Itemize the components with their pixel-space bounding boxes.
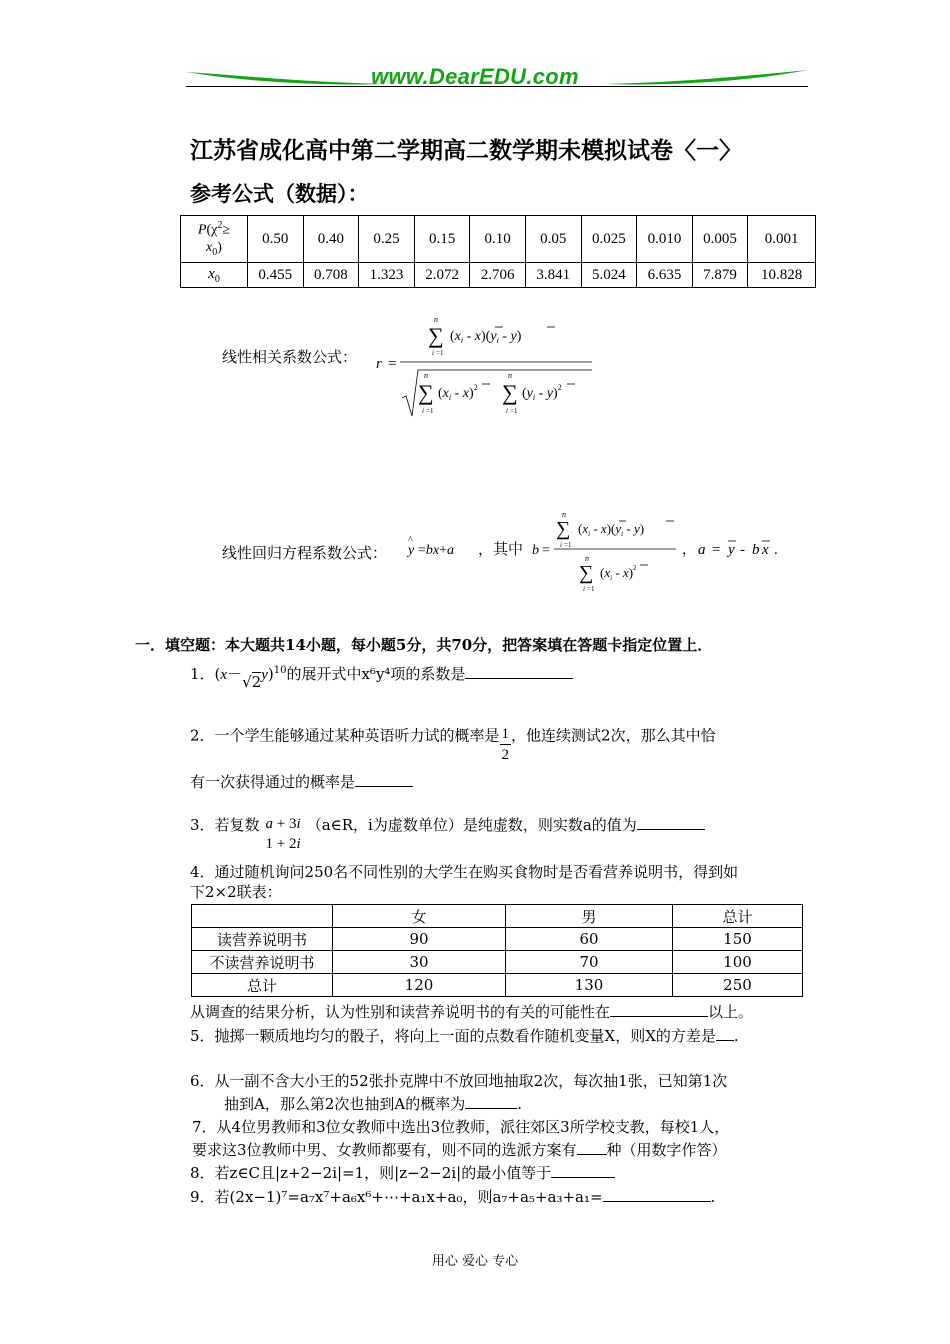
svg-text:(xi - x)(yi - y): $(x_i - x)(y_i - y)$	[450, 329, 522, 345]
question-1-text: 的展开式中x⁶y⁴项的系数是	[286, 665, 466, 683]
p-value-cell: 0.10	[470, 216, 526, 263]
svg-text:b: b	[532, 543, 539, 558]
table-cell: 读营养说明书	[192, 928, 333, 951]
question-4-line-1: 4．通过随机询问250名不同性别的大学生在购买食物时是否看营养说明书，得到如	[190, 863, 739, 881]
svg-text:，: ，	[682, 543, 696, 558]
table-cell: 不读营养说明书	[192, 951, 333, 974]
svg-text:i: i	[583, 585, 585, 593]
svg-text:=1: =1	[436, 349, 444, 357]
header-rule	[186, 86, 808, 87]
p-value-cell: 0.025	[581, 216, 637, 263]
question-2-text-a: 2．一个学生能够通过某种英语听力试的概率是	[190, 726, 500, 745]
table-header: 男	[506, 905, 673, 928]
svg-text:i: i	[560, 541, 562, 549]
table-cell: 90	[333, 928, 506, 951]
x-value-cell: 6.635	[637, 263, 693, 288]
correlation-formula	[372, 310, 602, 420]
svg-text:r: r	[376, 356, 382, 372]
svg-text:(xi - x)(yi - y): $(x_i - x)(y_i - y)$	[578, 521, 645, 538]
chi-square-table	[180, 215, 816, 288]
p-value-cell: 0.50	[248, 216, 304, 263]
question-7-text-c: 种（用数字作答）	[606, 1141, 727, 1159]
p-value-cell: 0.15	[414, 216, 470, 263]
question-2-text-c: 有一次获得通过的概率是	[190, 773, 356, 791]
x-value-cell: 2.072	[414, 263, 470, 288]
p-value-cell: 0.005	[692, 216, 748, 263]
svg-text:y: y	[728, 542, 735, 558]
p-value-cell: 0.25	[359, 216, 415, 263]
footer-slogan: 用心 爱心 专心	[431, 1254, 519, 1269]
p-value-cell: 0.05	[525, 216, 581, 263]
svg-text:i: i	[432, 349, 434, 357]
svg-text:=1: =1	[564, 541, 572, 549]
svg-text:.: .	[774, 542, 778, 558]
question-9-text: 9．若(2x−1)⁷=a₇x⁷+a₆x⁶+⋯+a₁x+a₀，则a₇+a₅+a₃+a₁=	[190, 1188, 603, 1206]
page-title: 江苏省成化高中第二学期高二数学期未模拟试卷〈一〉	[190, 137, 742, 164]
question-7-text-b: 要求这3位教师中男、女教师都要有，则不同的选派方案有	[192, 1141, 577, 1159]
regression-formula	[404, 505, 794, 595]
p-value-cell: 0.001	[748, 216, 816, 263]
question-4-tail: 以上。	[708, 1003, 754, 1021]
question-8-text: 8．若z∈C且|z+2−2i|=1，则|z−2−2i|的最小值等于	[190, 1164, 552, 1182]
svg-text:∑: ∑	[579, 562, 594, 584]
question-4-conclusion	[190, 1002, 753, 1022]
table-row	[192, 974, 803, 997]
question-7-line-2	[192, 1140, 727, 1160]
table-cell: 70	[506, 951, 673, 974]
question-6-line-2: 抽到A，那么第2次也抽到A的概率为 .	[224, 1095, 522, 1113]
table-cell: 250	[673, 974, 803, 997]
correlation-formula-label: 线性相关系数公式：	[222, 348, 358, 366]
svg-text:∑: ∑	[418, 380, 434, 405]
question-2: 2．一个学生能够通过某种英语听力试的概率是 $\frac{1}{2}$ ，他连续测试2次，那么其中恰	[190, 726, 716, 763]
svg-text:x: x	[762, 542, 769, 558]
table-cell: 150	[673, 928, 803, 951]
svg-text:=: =	[712, 542, 721, 558]
table-header	[192, 905, 333, 928]
question-9: 9．若(2x−1)⁷=a₇x⁷+a₆x⁶+⋯+a₁x+a₀，则a₇+a₅+a₃+a₁= .	[190, 1188, 716, 1206]
svg-text:(yi - y)2: $(y_i - y)^2$	[522, 383, 562, 402]
formula-heading: 参考公式（数据）：	[190, 181, 369, 206]
svg-text:n: n	[508, 371, 512, 380]
svg-text:(xi - x)2: $(x_i - x)^2$	[600, 564, 637, 582]
regression-formula-mid: ，其中	[478, 540, 524, 558]
p-value-cell: 0.010	[637, 216, 693, 263]
svg-text:=1: =1	[510, 407, 518, 415]
svg-text:n: n	[562, 510, 566, 519]
svg-text:=1: =1	[426, 407, 434, 415]
table-cell: 30	[333, 951, 506, 974]
svg-text:(xi - x)2: $(x_i - x)^2$	[438, 383, 478, 402]
x-value-cell: 0.455	[248, 263, 304, 288]
x-value-cell: 5.024	[581, 263, 637, 288]
table-cell: 120	[333, 974, 506, 997]
chi-header-cell: $P(\chi^2\ge$ $x_0$)	[181, 216, 248, 263]
x-value-cell: 3.841	[525, 263, 581, 288]
question-3-text-b: （a∈R，i为虚数单位）是纯虚数，则实数a的值为	[306, 816, 637, 834]
table-cell: 130	[506, 974, 673, 997]
question-2-text-b: ，他连续测试2次，那么其中恰	[511, 726, 716, 745]
svg-text:^: ^	[408, 535, 413, 546]
question-5: 5．抛掷一颗质地均匀的骰子，将向上一面的点数看作随机变量X，则X的方差是 .	[190, 1027, 739, 1045]
table-row	[192, 951, 803, 974]
table-header: 总计	[673, 905, 803, 928]
table-header: 女	[333, 905, 506, 928]
question-4-line-2: 下2×2联表：	[190, 883, 282, 901]
svg-text:n: n	[424, 371, 428, 380]
svg-text:=: =	[388, 356, 397, 372]
x-value-cell: 7.879	[692, 263, 748, 288]
svg-text:=: =	[542, 543, 550, 558]
contingency-table	[191, 904, 803, 997]
question-6-text-b: 抽到A，那么第2次也抽到A的概率为	[224, 1095, 466, 1113]
question-2-line-2	[190, 772, 413, 792]
question-1: 1．$(x-√2y)^{10}$的展开式中x⁶y⁴项的系数是	[190, 661, 573, 685]
svg-text:b: b	[752, 542, 760, 558]
svg-text:=1: =1	[587, 585, 595, 593]
x-value-cell: 2.706	[470, 263, 526, 288]
x0-label-cell: $x_0$	[181, 263, 248, 288]
table-cell: 总计	[192, 974, 333, 997]
table-cell: 100	[673, 951, 803, 974]
x-value-cell: 0.708	[303, 263, 359, 288]
regression-formula-label: 线性回归方程系数公式：	[222, 544, 388, 562]
question-6-line-1: 6．从一副不含大小王的52张扑克牌中不放回地抽取2次，每次抽1张，已知第1次	[190, 1072, 728, 1090]
svg-text:i: i	[422, 407, 424, 415]
section-heading: 一．填空题：本大题共14小题，每小题5分，共70分，把答案填在答题卡指定位置上．	[135, 636, 713, 654]
header-site-url: www.DearEDU.com	[371, 64, 579, 89]
svg-text:-: -	[740, 542, 745, 558]
svg-text:∑: ∑	[502, 380, 518, 405]
x-value-cell: 10.828	[748, 263, 816, 288]
question-7-line-1: 7．从4位男教师和3位女教师中选出3位教师，派往郊区3所学校支教，每校1人，	[192, 1118, 730, 1136]
p-value-cell: 0.40	[303, 216, 359, 263]
svg-text:i: i	[506, 407, 508, 415]
svg-text:∑: ∑	[428, 323, 444, 348]
svg-text:=bx+a: =bx+a	[418, 543, 455, 558]
svg-text:a: a	[698, 542, 706, 558]
table-row	[192, 928, 803, 951]
svg-text:y: y	[408, 543, 415, 558]
question-4-after: 从调查的结果分析，认为性别和读营养说明书的有关的可能性在	[190, 1003, 611, 1021]
svg-text:n: n	[585, 554, 589, 563]
question-3-text-a: 3．若复数	[190, 816, 260, 834]
question-3: 3．若复数 a + 3i 1 + 2i （a∈R，i为虚数单位）是纯虚数，则实数a的值为	[190, 806, 705, 846]
svg-text:n: n	[434, 315, 438, 324]
question-5-text: 5．抛掷一颗质地均匀的骰子，将向上一面的点数看作随机变量X，则X的方差是	[190, 1027, 716, 1045]
svg-text:∑: ∑	[556, 518, 571, 540]
table-cell: 60	[506, 928, 673, 951]
x-value-cell: 1.323	[359, 263, 415, 288]
question-8	[190, 1163, 615, 1183]
